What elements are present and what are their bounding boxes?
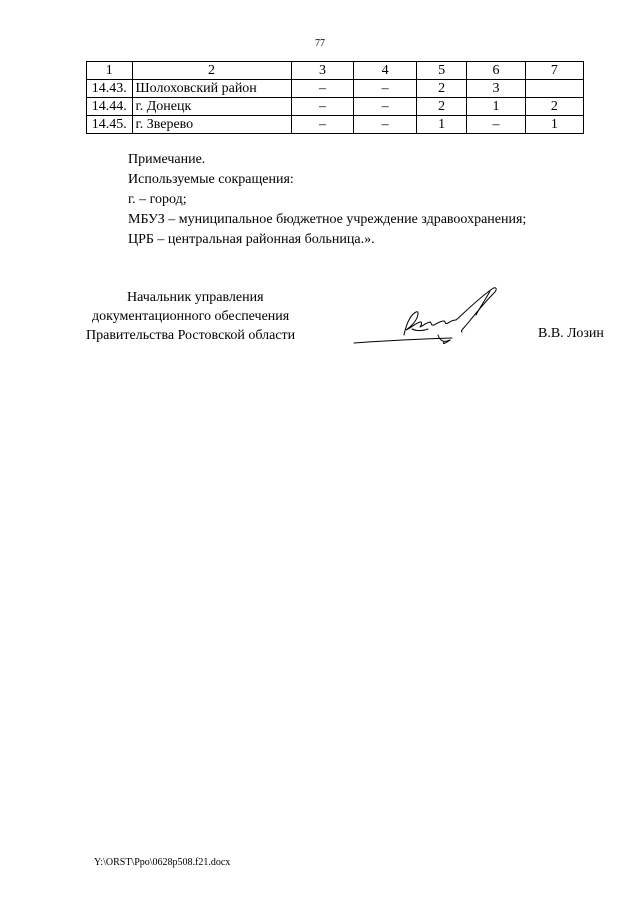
row-cell: 1 — [525, 116, 583, 134]
file-path: Y:\ORST\Ppo\0628p508.f21.docx — [94, 857, 231, 868]
row-cell: 1 — [417, 116, 467, 134]
row-cell: 1 — [467, 98, 525, 116]
position-line: Правительства Ростовской области — [86, 328, 296, 343]
table-header-cell: 2 — [132, 62, 291, 80]
row-cell: 2 — [525, 98, 583, 116]
handwritten-signature — [352, 285, 502, 351]
data-table — [86, 61, 584, 134]
row-number: 14.45. — [87, 116, 133, 134]
row-number: 14.44. — [87, 98, 133, 116]
table-header-cell: 6 — [467, 62, 525, 80]
note-intro: Используемые сокращения: — [128, 172, 294, 187]
row-cell: – — [354, 98, 417, 116]
table-header-cell: 1 — [87, 62, 133, 80]
position-line: документационного обеспечения — [92, 309, 290, 324]
row-cell: – — [291, 80, 354, 98]
row-number: 14.43. — [87, 80, 133, 98]
row-cell: 2 — [417, 98, 467, 116]
row-cell — [525, 80, 583, 98]
row-cell: – — [467, 116, 525, 134]
table-row — [87, 98, 584, 116]
row-name: г. Донецк — [132, 98, 291, 116]
table-header-cell: 3 — [291, 62, 354, 80]
row-cell: – — [291, 116, 354, 134]
signer-name: В.В. Лозин — [538, 326, 604, 341]
note-item: г. – город; — [128, 192, 187, 207]
row-cell: – — [354, 116, 417, 134]
row-cell: – — [354, 80, 417, 98]
table-header-cell: 4 — [354, 62, 417, 80]
table-header-cell: 7 — [525, 62, 583, 80]
row-name: Шолоховский район — [132, 80, 291, 98]
table-row — [87, 116, 584, 134]
note-item: МБУЗ – муниципальное бюджетное учреждение здравоохранения; — [128, 212, 527, 227]
table-row — [87, 80, 584, 98]
note-title: Примечание. — [128, 152, 206, 167]
table-header-row — [87, 62, 584, 80]
row-cell: 2 — [417, 80, 467, 98]
row-cell: 3 — [467, 80, 525, 98]
row-cell: – — [291, 98, 354, 116]
note-block — [128, 150, 526, 250]
page-number: 77 — [315, 38, 325, 49]
signatory-position — [86, 288, 324, 345]
row-name: г. Зверево — [132, 116, 291, 134]
note-item: ЦРБ – центральная районная больница.». — [128, 232, 375, 247]
table-header-cell: 5 — [417, 62, 467, 80]
position-line: Начальник управления — [127, 290, 264, 305]
